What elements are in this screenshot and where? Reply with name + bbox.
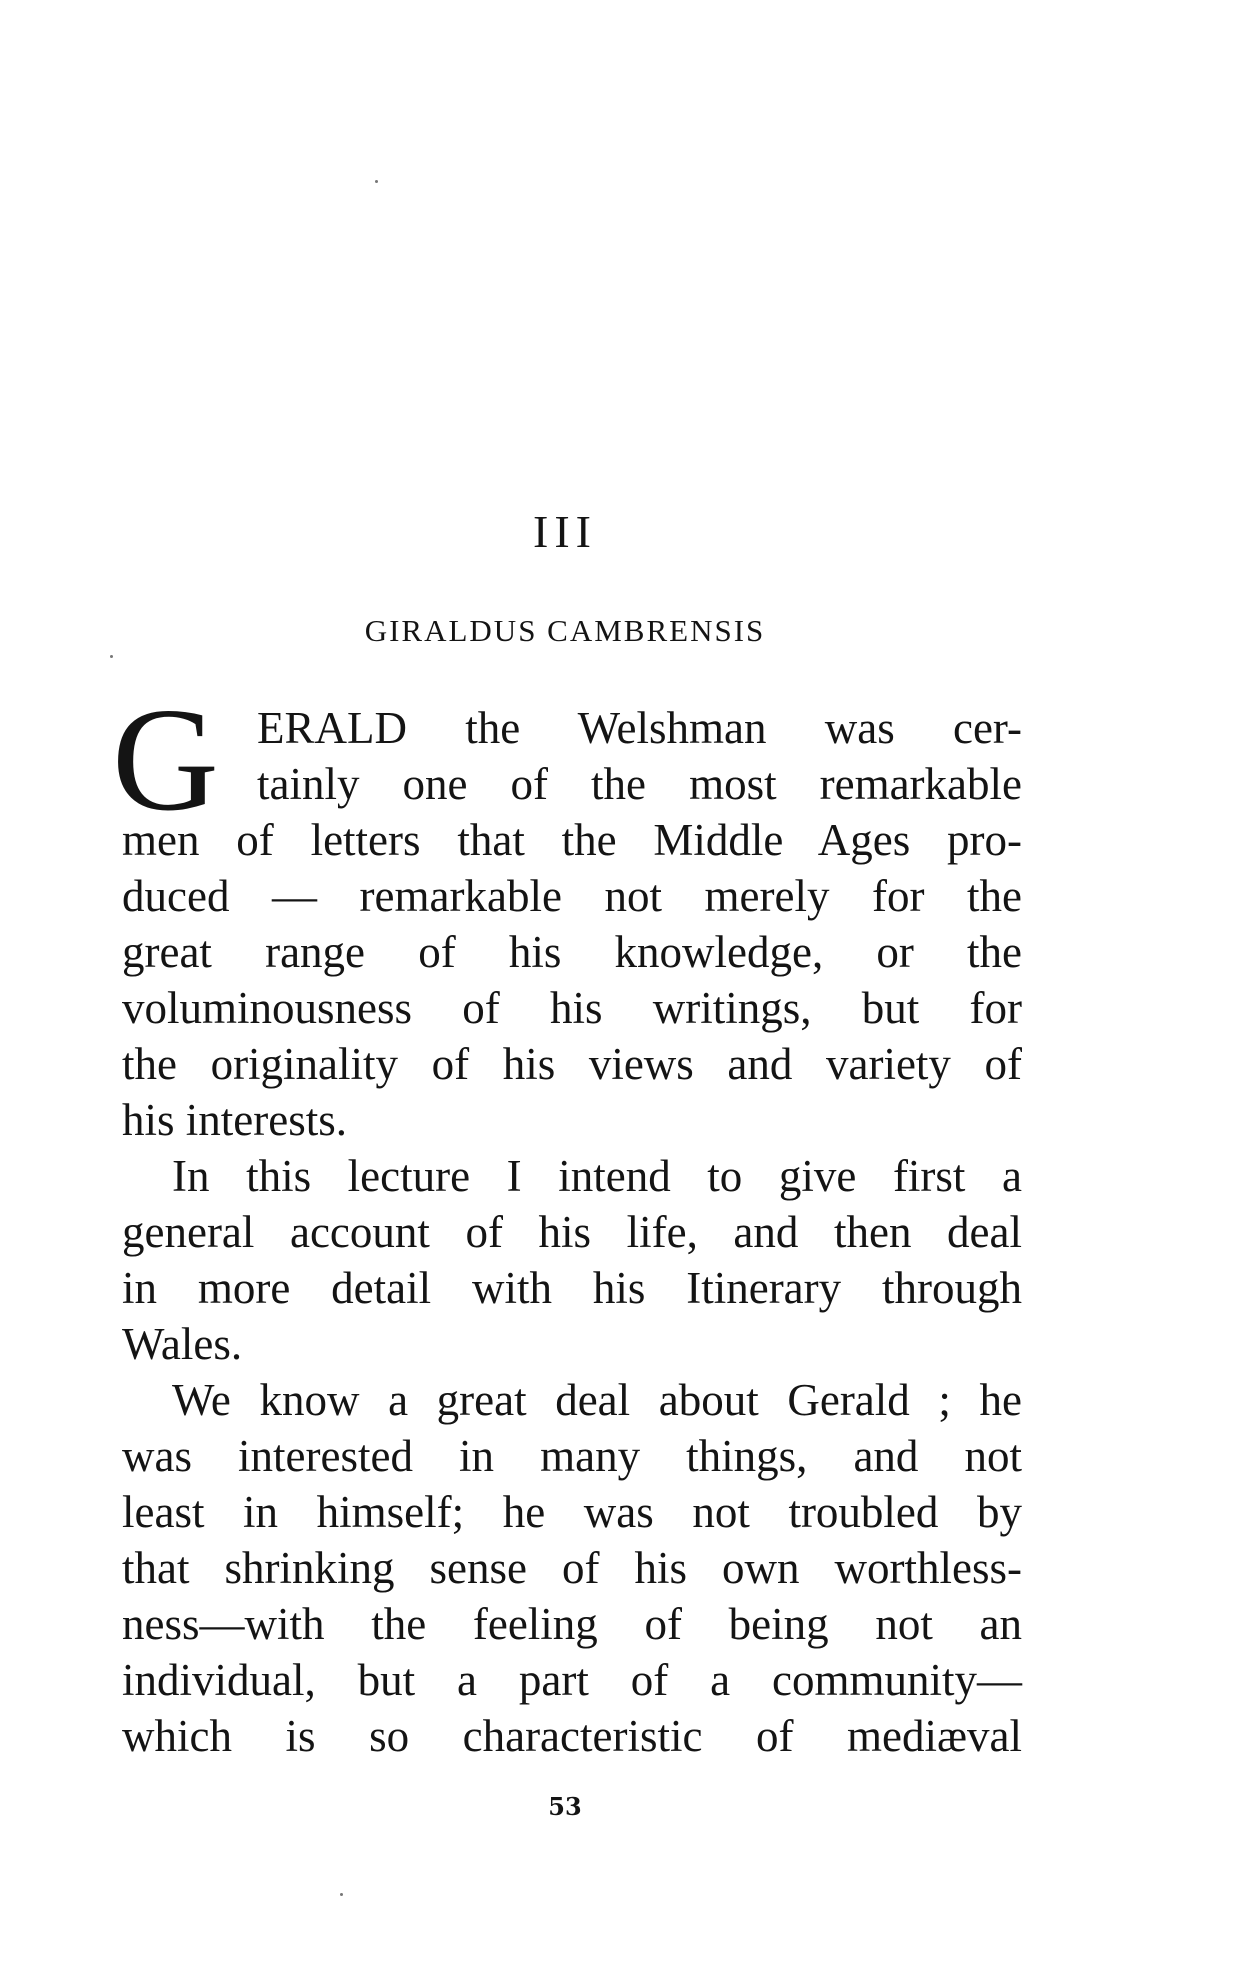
text-line: individual, but a part of a community— xyxy=(122,1655,1022,1705)
body-text xyxy=(112,678,1022,1764)
paper-speck xyxy=(340,1893,343,1896)
drop-cap: G xyxy=(112,678,219,842)
paragraph-3 xyxy=(122,1372,1022,1764)
chapter-number: III xyxy=(533,506,597,557)
chapter-title: GIRALDUS CAMBRENSIS xyxy=(364,613,766,648)
text-line: tainly one of the most remarkable xyxy=(257,759,1022,809)
text-line: great range of his knowledge, or the xyxy=(122,927,1022,977)
text-line: which is so characteristic of mediæval xyxy=(122,1711,1022,1761)
text-line: his interests. xyxy=(122,1095,347,1145)
page-number: 53 xyxy=(548,1792,582,1821)
text-line: In this lecture I intend to give first a xyxy=(172,1151,1022,1201)
text-line: ness—with the feeling of being not an xyxy=(122,1599,1022,1649)
text-line: men of letters that the Middle Ages pro- xyxy=(122,815,1022,865)
text-line: voluminousness of his writings, but for xyxy=(122,983,1022,1033)
paragraph-2 xyxy=(122,1148,1022,1372)
paragraph-1 xyxy=(112,678,1022,1148)
text-line: was interested in many things, and not xyxy=(122,1431,1022,1481)
text-line: duced — remarkable not merely for the xyxy=(122,871,1022,921)
text-line: We know a great deal about Gerald ; he xyxy=(172,1375,1022,1425)
text-line: Wales. xyxy=(122,1319,243,1369)
text-line: least in himself; he was not troubled by xyxy=(122,1487,1022,1537)
text-line: ERALD the Welshman was cer- xyxy=(257,703,1022,753)
text-line: that shrinking sense of his own worthless- xyxy=(122,1543,1022,1593)
text-line: general account of his life, and then deal xyxy=(122,1207,1022,1257)
paper-speck xyxy=(110,655,113,658)
text-line: in more detail with his Itinerary through xyxy=(122,1263,1022,1313)
paper-speck xyxy=(375,180,378,183)
text-line: the originality of his views and variety of xyxy=(122,1039,1022,1089)
